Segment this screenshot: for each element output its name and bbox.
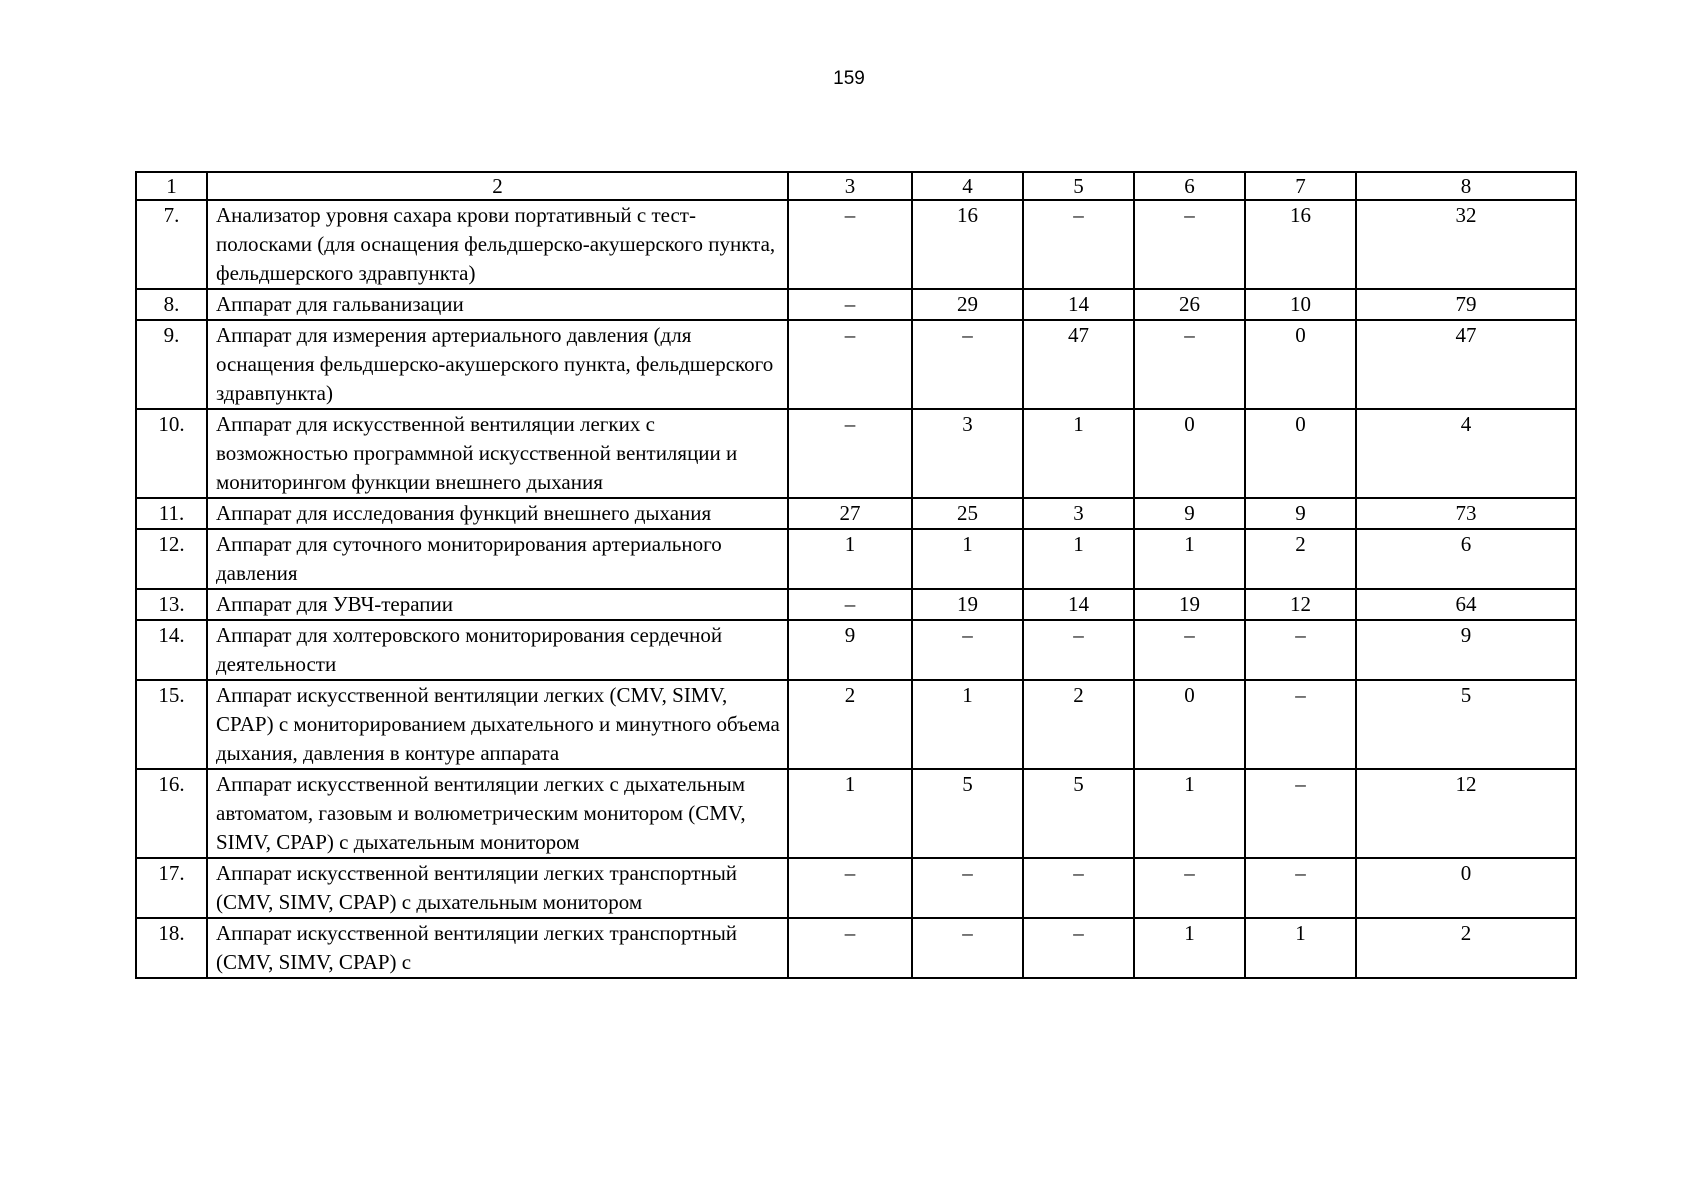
value-cell: 12 — [1245, 589, 1356, 620]
value-cell: 1 — [1134, 529, 1245, 589]
column-number-cell: 7 — [1245, 172, 1356, 200]
value-cell: – — [1245, 858, 1356, 918]
equipment-name-cell: Аппарат для измерения артериального давления (для оснащения фельдшерско-акушерского пункта, фельдшерского здравпункта) — [207, 320, 788, 409]
equipment-name-cell: Аппарат для холтеровского мониторирования сердечной деятельности — [207, 620, 788, 680]
value-cell: – — [1134, 320, 1245, 409]
value-cell: 0 — [1134, 409, 1245, 498]
total-cell: 12 — [1356, 769, 1576, 858]
value-cell: – — [1023, 858, 1134, 918]
value-cell: 5 — [1023, 769, 1134, 858]
table-row — [136, 200, 1576, 289]
value-cell: – — [788, 289, 912, 320]
value-cell: 47 — [1023, 320, 1134, 409]
row-number-cell: 16. — [136, 769, 207, 858]
value-cell: 0 — [1245, 409, 1356, 498]
value-cell: – — [1134, 620, 1245, 680]
row-number-cell: 9. — [136, 320, 207, 409]
value-cell: 26 — [1134, 289, 1245, 320]
total-cell: 73 — [1356, 498, 1576, 529]
value-cell: 1 — [1023, 529, 1134, 589]
equipment-table — [135, 171, 1577, 979]
equipment-name-cell: Аппарат для суточного мониторирования артериального давления — [207, 529, 788, 589]
value-cell: 1 — [788, 769, 912, 858]
equipment-name-cell: Аппарат для УВЧ-терапии — [207, 589, 788, 620]
column-number-cell: 4 — [912, 172, 1023, 200]
value-cell: 1 — [788, 529, 912, 589]
value-cell: 9 — [1245, 498, 1356, 529]
value-cell: 1 — [912, 529, 1023, 589]
value-cell: 1 — [1245, 918, 1356, 978]
table-row — [136, 498, 1576, 529]
column-number-cell: 8 — [1356, 172, 1576, 200]
value-cell: 16 — [1245, 200, 1356, 289]
value-cell: – — [788, 918, 912, 978]
row-number-cell: 10. — [136, 409, 207, 498]
total-cell: 5 — [1356, 680, 1576, 769]
table-row — [136, 620, 1576, 680]
value-cell: – — [788, 858, 912, 918]
table-row — [136, 409, 1576, 498]
table-row — [136, 589, 1576, 620]
table-row — [136, 320, 1576, 409]
row-number-cell: 8. — [136, 289, 207, 320]
value-cell: 1 — [1134, 918, 1245, 978]
value-cell: 25 — [912, 498, 1023, 529]
column-number-cell: 1 — [136, 172, 207, 200]
value-cell: 19 — [912, 589, 1023, 620]
value-cell: 5 — [912, 769, 1023, 858]
row-number-cell: 17. — [136, 858, 207, 918]
value-cell: – — [788, 409, 912, 498]
equipment-name-cell: Аппарат искусственной вентиляции легких транспортный (CMV, SIMV, CPAP) с дыхательным монитором — [207, 858, 788, 918]
value-cell: – — [1245, 769, 1356, 858]
value-cell: – — [788, 320, 912, 409]
total-cell: 64 — [1356, 589, 1576, 620]
value-cell: 3 — [912, 409, 1023, 498]
value-cell: 1 — [1023, 409, 1134, 498]
equipment-name-cell: Аппарат для искусственной вентиляции легких с возможностью программной искусственной вентиляции и мониторингом функции внешнего дыхания — [207, 409, 788, 498]
column-number-cell: 2 — [207, 172, 788, 200]
value-cell: 10 — [1245, 289, 1356, 320]
value-cell: 29 — [912, 289, 1023, 320]
table-header-row — [136, 172, 1576, 200]
value-cell: – — [788, 200, 912, 289]
table-row — [136, 289, 1576, 320]
value-cell: – — [1245, 680, 1356, 769]
value-cell: 19 — [1134, 589, 1245, 620]
row-number-cell: 18. — [136, 918, 207, 978]
column-number-cell: 6 — [1134, 172, 1245, 200]
row-number-cell: 15. — [136, 680, 207, 769]
row-number-cell: 14. — [136, 620, 207, 680]
total-cell: 0 — [1356, 858, 1576, 918]
table-row — [136, 918, 1576, 978]
value-cell: – — [1023, 200, 1134, 289]
value-cell: – — [1134, 858, 1245, 918]
value-cell: 14 — [1023, 589, 1134, 620]
table-row — [136, 529, 1576, 589]
column-number-cell: 3 — [788, 172, 912, 200]
value-cell: 3 — [1023, 498, 1134, 529]
value-cell: 27 — [788, 498, 912, 529]
total-cell: 47 — [1356, 320, 1576, 409]
total-cell: 79 — [1356, 289, 1576, 320]
table-row — [136, 769, 1576, 858]
column-number-cell: 5 — [1023, 172, 1134, 200]
equipment-name-cell: Аппарат искусственной вентиляции легких транспортный (CMV, SIMV, CPAP) с — [207, 918, 788, 978]
row-number-cell: 13. — [136, 589, 207, 620]
row-number-cell: 12. — [136, 529, 207, 589]
value-cell: 9 — [788, 620, 912, 680]
value-cell: – — [788, 589, 912, 620]
value-cell: – — [1134, 200, 1245, 289]
value-cell: 2 — [788, 680, 912, 769]
total-cell: 4 — [1356, 409, 1576, 498]
value-cell: 0 — [1134, 680, 1245, 769]
value-cell: – — [912, 858, 1023, 918]
equipment-name-cell: Анализатор уровня сахара крови портативный с тест-полосками (для оснащения фельдшерско-акушерского пункта, фельдшерского здравпункта) — [207, 200, 788, 289]
value-cell: – — [1023, 620, 1134, 680]
equipment-name-cell: Аппарат для гальванизации — [207, 289, 788, 320]
value-cell: 14 — [1023, 289, 1134, 320]
equipment-name-cell: Аппарат искусственной вентиляции легких (CMV, SIMV, CPAP) с мониторированием дыхательного и минутного объема дыхания, давления в контуре аппарата — [207, 680, 788, 769]
total-cell: 2 — [1356, 918, 1576, 978]
total-cell: 6 — [1356, 529, 1576, 589]
value-cell: – — [1023, 918, 1134, 978]
value-cell: – — [912, 320, 1023, 409]
table-row — [136, 858, 1576, 918]
row-number-cell: 7. — [136, 200, 207, 289]
value-cell: 1 — [1134, 769, 1245, 858]
value-cell: – — [912, 620, 1023, 680]
equipment-name-cell: Аппарат искусственной вентиляции легких с дыхательным автоматом, газовым и волюметрическим монитором (CMV, SIMV, CPAP) с дыхательным монитором — [207, 769, 788, 858]
table-row — [136, 680, 1576, 769]
total-cell: 32 — [1356, 200, 1576, 289]
value-cell: – — [912, 918, 1023, 978]
page-number: 159 — [833, 68, 865, 89]
value-cell: 2 — [1023, 680, 1134, 769]
value-cell: 16 — [912, 200, 1023, 289]
value-cell: 1 — [912, 680, 1023, 769]
value-cell: – — [1245, 620, 1356, 680]
value-cell: 2 — [1245, 529, 1356, 589]
value-cell: 0 — [1245, 320, 1356, 409]
equipment-name-cell: Аппарат для исследования функций внешнего дыхания — [207, 498, 788, 529]
row-number-cell: 11. — [136, 498, 207, 529]
total-cell: 9 — [1356, 620, 1576, 680]
value-cell: 9 — [1134, 498, 1245, 529]
